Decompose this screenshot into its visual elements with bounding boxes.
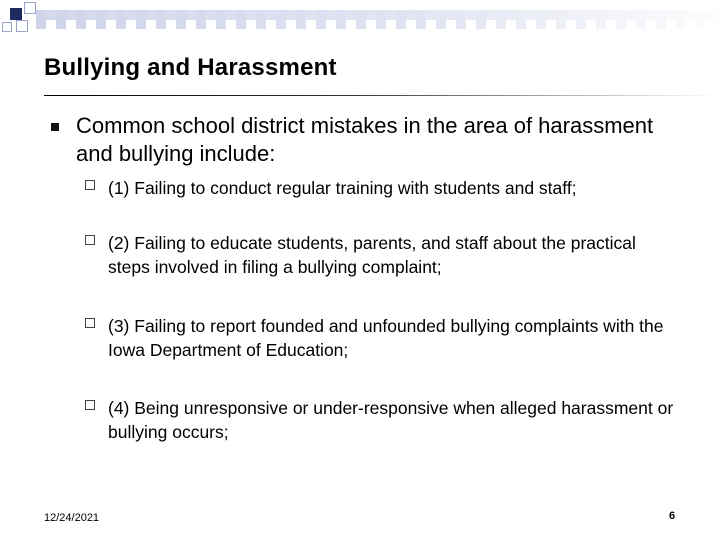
main-bullet-text: Common school district mistakes in the area of harassment and bullying include:: [76, 113, 654, 166]
sub-bullet-text: (4) Being unresponsive or under-responsive when alleged harassment or bullying occurs;: [108, 398, 674, 442]
sub-bullet-text: (3) Failing to report founded and unfounded bullying complaints with the Iowa Department of Education;: [108, 316, 664, 360]
square-bullet-icon: [51, 123, 59, 131]
title-divider: [44, 95, 720, 96]
footer-date: 12/24/2021: [44, 512, 100, 524]
header-decor-band: [36, 10, 720, 29]
checkbox-bullet-icon: [85, 235, 95, 245]
sub-bullet-text: (1) Failing to conduct regular training with students and staff;: [108, 178, 577, 198]
slide-title: Bullying and Harassment: [44, 54, 337, 81]
checkbox-bullet-icon: [85, 180, 95, 190]
decor-square-outline: [16, 20, 28, 32]
page-number: 6: [669, 510, 676, 522]
decor-square-navy: [10, 8, 22, 20]
sub-bullet-text: (2) Failing to educate students, parents, and staff about the practical steps involved in filing a bullying complaint;: [108, 233, 636, 277]
decor-square-outline: [24, 2, 36, 14]
checkbox-bullet-icon: [85, 318, 95, 328]
checkbox-bullet-icon: [85, 400, 95, 410]
decor-square-outline: [2, 22, 12, 32]
